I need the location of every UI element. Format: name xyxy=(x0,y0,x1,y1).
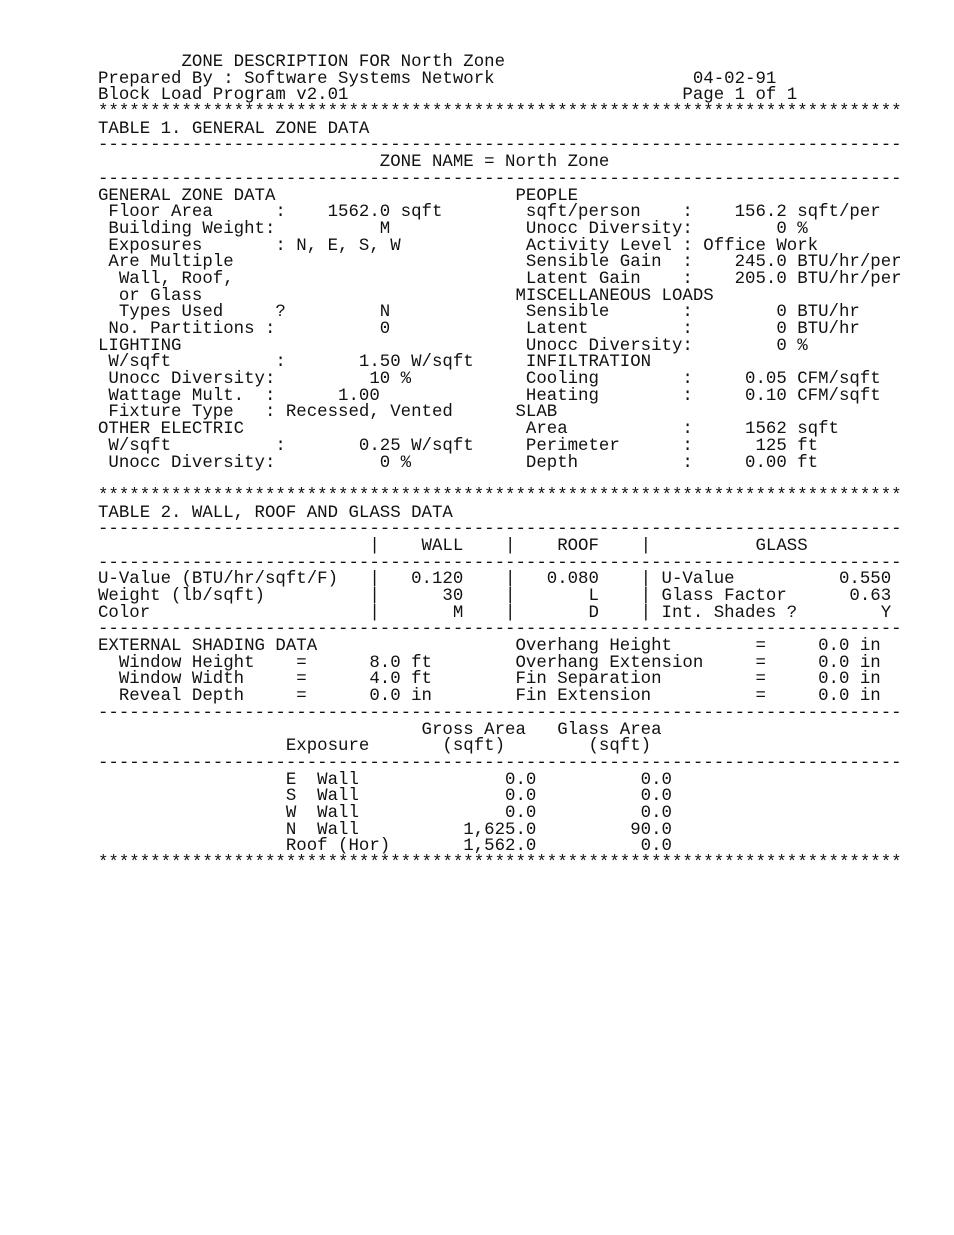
report-line: TABLE 1. GENERAL ZONE DATA xyxy=(98,119,370,139)
report-line: Window Height = 8.0 ft Overhang Extension = 0.0 in xyxy=(98,653,881,673)
report-line: ZONE DESCRIPTION FOR North Zone xyxy=(98,53,506,72)
report-line: Exposures : N, E, S, W Activity Level : Office Work xyxy=(98,236,819,256)
report-line: ----------------------------------------------------------------------------- xyxy=(98,553,902,573)
report-line: Roof (Hor) 1,562.0 0.0 xyxy=(98,837,672,857)
report-line: ----------------------------------------------------------------------------- xyxy=(98,136,902,156)
report-line: Are Multiple Sensible Gain : 245.0 BTU/hr/per xyxy=(98,253,902,273)
report-line: W Wall 0.0 0.0 xyxy=(98,803,672,823)
report-line: Building Weight: M Unocc Diversity: 0 % xyxy=(98,219,808,239)
report-line: ***************************************************************************** xyxy=(98,486,902,506)
report-line: ----------------------------------------------------------------------------- xyxy=(98,753,902,773)
report-line: Unocc Diversity: 0 % Depth : 0.00 ft xyxy=(98,453,819,473)
report-line: Block Load Program v2.01 Page 1 of 1 xyxy=(98,86,798,106)
report-line: Gross Area Glass Area xyxy=(98,720,662,740)
report-line: ZONE NAME = North Zone xyxy=(98,153,610,173)
report-line: Wattage Mult. : 1.00 Heating : 0.10 CFM/sqft xyxy=(98,386,881,406)
report-line: GENERAL ZONE DATA PEOPLE xyxy=(98,186,579,206)
report-line: | WALL | ROOF | GLASS xyxy=(98,536,808,556)
report-line: or Glass MISCELLANEOUS LOADS xyxy=(98,286,714,306)
report-line: Color | M | D | Int. Shades ? Y xyxy=(98,603,892,623)
zone-description-report xyxy=(98,55,902,873)
report-line: Fixture Type : Recessed, Vented SLAB xyxy=(98,403,558,423)
report-line: No. Partitions : 0 Latent : 0 BTU/hr xyxy=(98,320,860,339)
report-line: OTHER ELECTRIC Area : 1562 sqft xyxy=(98,420,839,440)
report-line: ***************************************************************************** xyxy=(98,854,902,873)
report-line: Wall, Roof, Latent Gain : 205.0 BTU/hr/per xyxy=(98,269,902,289)
report-line: ----------------------------------------------------------------------------- xyxy=(98,703,902,723)
report-line: Reveal Depth = 0.0 in Fin Extension = 0.0 in xyxy=(98,687,881,707)
report-line: Types Used ? N Sensible : 0 BTU/hr xyxy=(98,303,860,323)
report-line: TABLE 2. WALL, ROOF AND GLASS DATA xyxy=(98,503,453,523)
report-line: U-Value (BTU/hr/sqft/F) | 0.120 | 0.080 | U-Value 0.550 xyxy=(98,570,892,590)
report-line: Unocc Diversity: 10 % Cooling : 0.05 CFM/sqft xyxy=(98,370,881,390)
report-line: Prepared By : Software Systems Network 04-02-91 xyxy=(98,69,777,89)
report-line: ----------------------------------------------------------------------------- xyxy=(98,520,902,540)
report-line: Exposure (sqft) (sqft) xyxy=(98,737,652,757)
report-line: ----------------------------------------------------------------------------- xyxy=(98,620,902,640)
report-line: EXTERNAL SHADING DATA Overhang Height = 0.0 in xyxy=(98,637,881,657)
report-line: ----------------------------------------------------------------------------- xyxy=(98,169,902,189)
report-line: E Wall 0.0 0.0 xyxy=(98,770,672,790)
report-line: Weight (lb/sqft) | 30 | L | Glass Factor 0.63 xyxy=(98,587,892,606)
report-line: ***************************************************************************** xyxy=(98,103,902,123)
report-line: Window Width = 4.0 ft Fin Separation = 0.0 in xyxy=(98,670,881,690)
report-line: Floor Area : 1562.0 sqft sqft/person : 156.2 sqft/per xyxy=(98,203,881,223)
report-line: W/sqft : 0.25 W/sqft Perimeter : 125 ft xyxy=(98,436,819,456)
report-line: N Wall 1,625.0 90.0 xyxy=(98,820,672,840)
report-line: S Wall 0.0 0.0 xyxy=(98,787,672,807)
report-line: W/sqft : 1.50 W/sqft INFILTRATION xyxy=(98,353,652,373)
report-line: LIGHTING Unocc Diversity: 0 % xyxy=(98,336,808,356)
